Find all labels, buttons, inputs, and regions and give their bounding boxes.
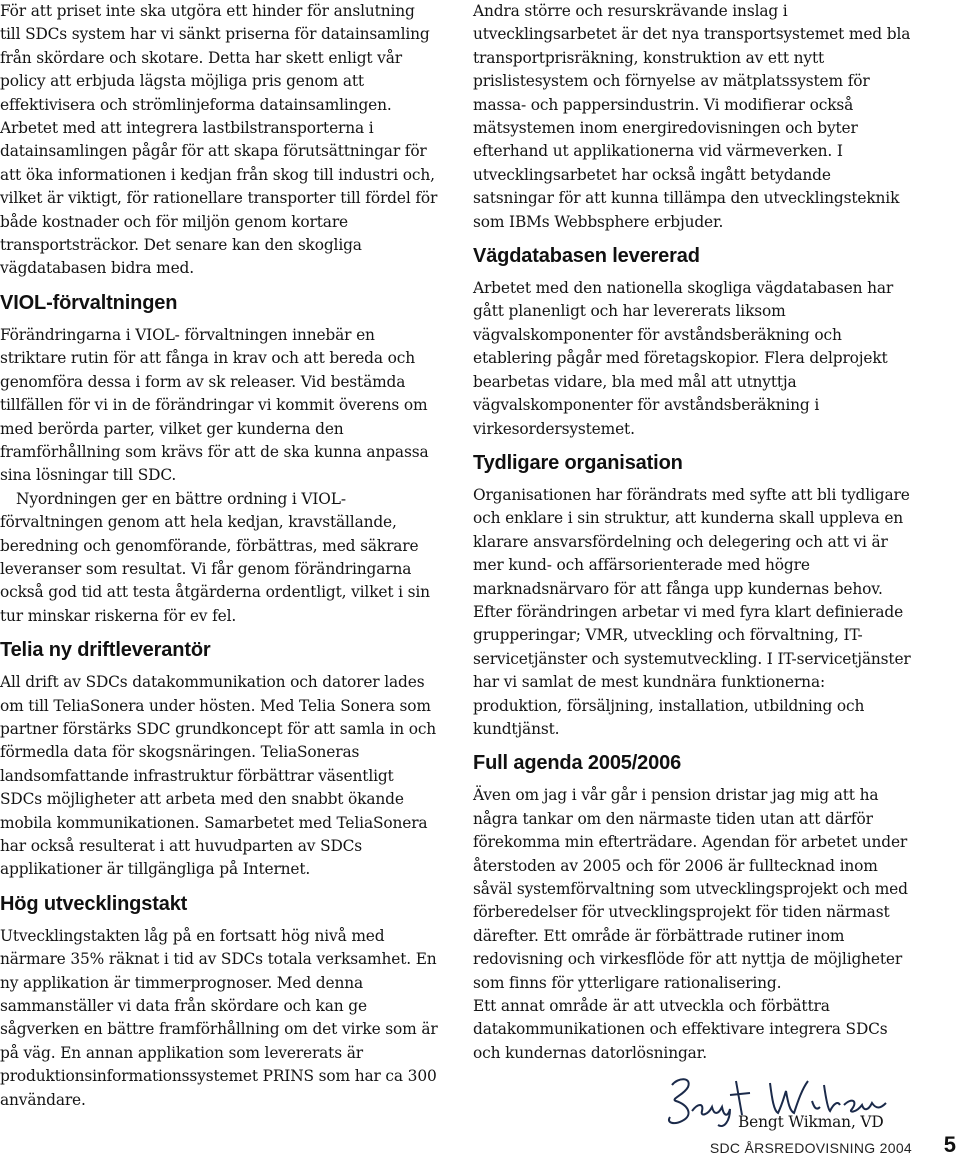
signature-block xyxy=(473,1071,911,1141)
agenda-paragraph-1: Även om jag i vår går i pension dristar jag mig att ha några tankar om den närmaste tiden utan att därför förekomma min efterträdare. Agendan för arbetet under återstoden av 2005 och för 2006 är fulltecknad inom såväl systemförvaltning som utvecklingsprojekt och med förberedelser för utvecklingsprojekt för tiden närmast därefter. Ett område är förbättrade rutiner inom redovisning och virkesflöde för att nyttja de möjligheter som finns för ytterligare rationalisering. xyxy=(473,786,908,992)
organisation-paragraph: Organisationen har förändrats med syfte att bli tydligare och enklare i sin struktur, att kunderna skall uppleva en klarare ansvarsfördelning och delegering och att vi är mer kund- och affärsorienterade med högre marknadsnärvaro för att fånga upp kundernas behov. Efter förändringen arbetar vi med fyra klart definierade grupperingar; VMR, utveckling och förvaltning, IT-servicetjänster och systemutveckling. I IT-servicetjänster har vi samlat de mest kundnära funktionerna: produktion, försäljning, installation, utbildning och kundtjänst. xyxy=(473,485,911,738)
heading-organisation: Tydligare organisation xyxy=(473,451,683,474)
telia-paragraph: All drift av SDCs datakommunikation och datorer lades om till TeliaSonera under hösten. Med Telia Sonera som partner förstärks SDC grundkoncept för att samla in och förmedla data för skogsnäringen. TeliaSoneras landsomfattande infrastruktur förbättrar väsentligt SDCs möjligheter att arbeta med den snabbt ökande mobila kommunikationen. Samarbetet med TeliaSonera har också resulterat i att huvudparten av SDCs applikationer är tillgängliga på Internet. xyxy=(0,673,437,879)
heading-viol: VIOL-förvaltningen xyxy=(0,291,178,314)
page-footer xyxy=(0,1132,960,1158)
intro-paragraph: För att priset inte ska utgöra ett hinder för anslutning till SDCs system har vi sänkt priserna för datainsamling från skördare och skotare. Detta har skett enligt vår policy att erbjuda lägsta möjliga pris genom att effektivisera och strömlinjeforma datainsamlingen. Arbetet med att integrera lastbilstransporterna i datainsamlingen pågår för att skapa förutsättningar för att öka informationen i kedjan från skog till industri och, vilket är viktigt, för rationellare transporter till fördel för både kostnader och för miljön genom kortare transportsträckor. Det senare kan den skogliga vägdatabasen bidra med. xyxy=(0,2,438,278)
footer-title: SDC ÅRSREDOVISNING 2004 xyxy=(709,1140,912,1156)
heading-development-pace: Hög utvecklingstakt xyxy=(0,892,188,915)
heading-agenda: Full agenda 2005/2006 xyxy=(473,752,682,775)
viol-paragraph-2: Nyordningen ger en bättre ordning i VIOL-förvaltningen genom att hela kedjan, kravställande, beredning och genomförande, förbättras, med säkrare leveranser som resultat. Vi får genom förändringarna också god tid att testa åtgärderna ordentligt, vilket i sin tur minskar riskerna för ev fel. xyxy=(0,489,430,625)
development-pace-paragraph: Utvecklingstakten låg på en fortsatt hög nivå med närmare 35% räknat i tid av SDCs totala verksamhet. En ny applikation är timmerprognoser. Med denna sammanställer vi data från skördare och kan ge sågverken en bättre framförhållning om det virke som är på väg. En annan applikation som levererats är produktionsinformationssystemet PRINS som har ca 300 användare. xyxy=(0,926,438,1109)
left-column xyxy=(0,0,438,1112)
right-column xyxy=(473,0,911,1141)
signer-name: Bengt Wikman, VD xyxy=(738,1113,884,1132)
page-number: 5 xyxy=(943,1132,956,1157)
heading-road-database: Vägdatabasen levererad xyxy=(473,245,700,268)
agenda-paragraph-2: Ett annat område är att utveckla och förbättra datakommunikationen och effektivare integrera SDCs och kundernas datorlösningar. xyxy=(473,997,888,1062)
road-database-paragraph: Arbetet med den nationella skogliga vägdatabasen har gått planenligt och har levererats liksom vägvalskomponenter för avståndsberäkning och etablering pågår med företagskopior. Flera delprojekt bearbetas vidare, bla med mål att utnyttja vägvalskomponenter för avståndsberäkning i virkesordersystemet. xyxy=(473,279,894,438)
development-paragraph: Andra större och resurskrävande inslag i utvecklingsarbetet är det nya transportsystemet med bla transportprisräkning, konstruktion av ett nytt prislistesystem och förnyelse av mätplatssystem för massa- och pappersindustrin. Vi modifierar också mätsystemen inom energiredovisningen och byter efterhand ut applikationerna vid värmeverken. I utvecklingsarbetet har också ingått betydande satsningar för att kunna tillämpa den utvecklingsteknik som IBMs Webbsphere erbjuder. xyxy=(473,2,911,231)
viol-paragraph-1: Förändringarna i VIOL- förvaltningen innebär en striktare rutin för att fånga in krav och att bereda och genomföra dessa i form av sk releaser. Vid bestämda tillfällen för vi in de förändringar vi kommit överens om med berörda parter, vilket ger kunderna den framförhållning som krävs för att de ska kunna anpassa sina lösningar till SDC. xyxy=(0,325,429,485)
heading-telia: Telia ny driftleverantör xyxy=(0,639,211,662)
